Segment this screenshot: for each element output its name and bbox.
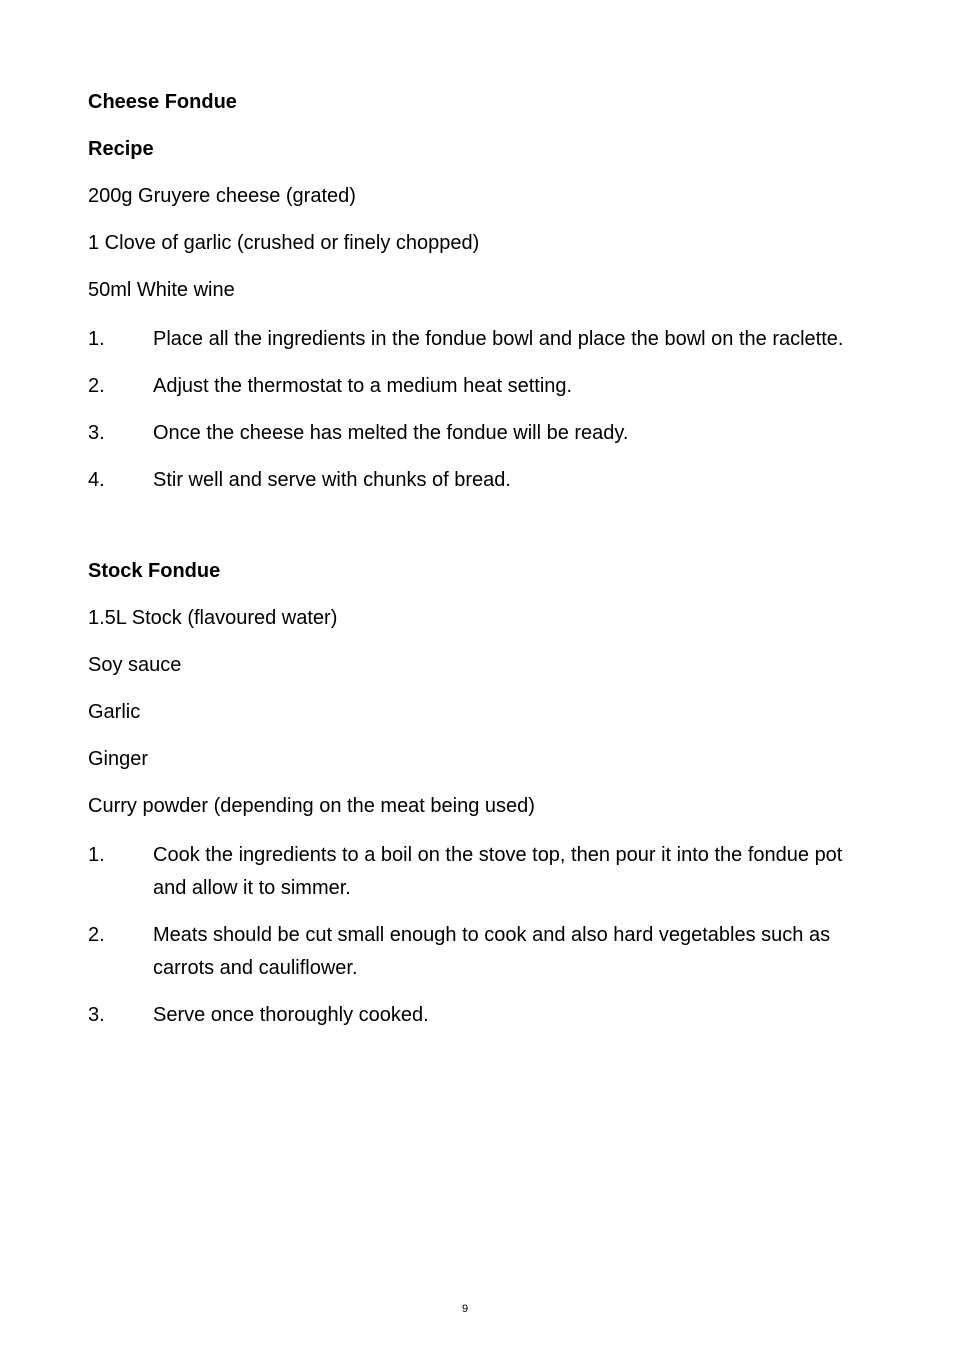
ingredient-item: Garlic — [88, 701, 141, 723]
document-page — [88, 88, 868, 1046]
page-number: 9 — [461, 1303, 469, 1315]
method-step — [88, 919, 868, 985]
ingredient-item: 1.5L Stock (flavoured water) — [88, 607, 338, 629]
method-step — [88, 464, 868, 497]
step-number: 3. — [88, 422, 105, 444]
step-text: Serve once thoroughly cooked. — [153, 1004, 429, 1026]
ingredient-item: 1 Clove of garlic (crushed or finely chopped) — [88, 232, 480, 254]
ingredient-item: Soy sauce — [88, 654, 182, 676]
cheese-fondue-title: Cheese Fondue — [88, 91, 237, 113]
step-text: Place all the ingredients in the fondue bowl and place the bowl on the raclette. — [153, 328, 844, 350]
ingredient-item: Ginger — [88, 748, 149, 770]
method-step — [88, 370, 868, 403]
stock-fondue-title: Stock Fondue — [88, 560, 221, 582]
ingredient-item: 50ml White wine — [88, 279, 235, 301]
method-step — [88, 323, 868, 356]
step-number: 1. — [88, 328, 105, 350]
step-text: Adjust the thermostat to a medium heat setting. — [153, 375, 573, 397]
section-spacer — [88, 511, 868, 557]
ingredient-item: Curry powder (depending on the meat being used) — [88, 795, 535, 817]
step-number: 3. — [88, 1004, 105, 1026]
step-text: Once the cheese has melted the fondue will be ready. — [153, 422, 629, 444]
step-number: 2. — [88, 924, 105, 946]
step-text: Stir well and serve with chunks of bread. — [153, 469, 511, 491]
step-number: 2. — [88, 375, 105, 397]
step-text: Meats should be cut small enough to cook and also hard vegetables such as carrots and cauliflower. — [153, 924, 831, 979]
method-step — [88, 417, 868, 450]
method-step — [88, 839, 868, 905]
ingredient-item: 200g Gruyere cheese (grated) — [88, 185, 356, 207]
method-step — [88, 999, 868, 1032]
step-number: 4. — [88, 469, 105, 491]
step-text: Cook the ingredients to a boil on the stove top, then pour it into the fondue pot and allow it to simmer. — [153, 844, 843, 899]
recipe-label: Recipe — [88, 138, 154, 160]
step-number: 1. — [88, 844, 105, 866]
